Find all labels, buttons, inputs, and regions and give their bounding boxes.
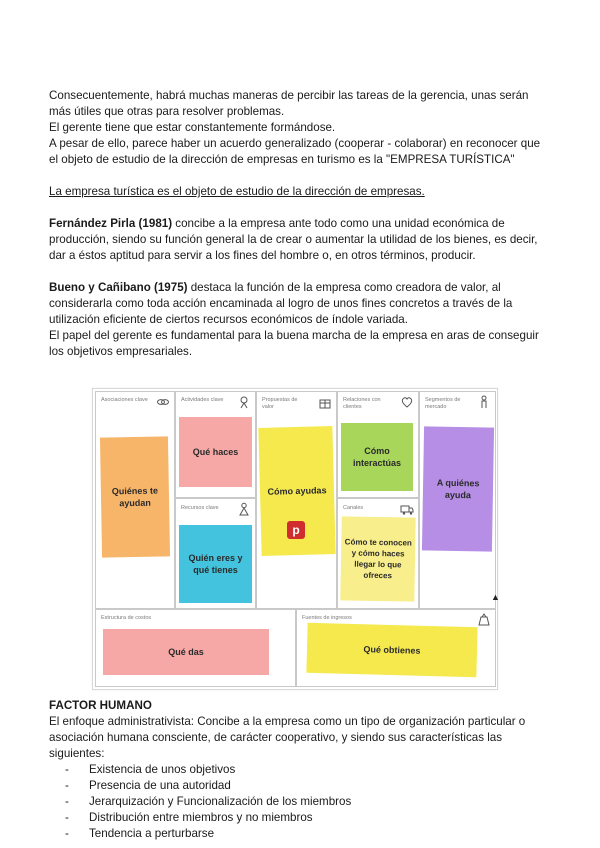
document-body — [49, 88, 549, 360]
label-relaciones: Relaciones con clientes — [343, 397, 381, 410]
note-como-ayudas: Cómo ayudas — [258, 426, 335, 556]
intro-paragraph-2: El gerente tiene que estar constantemente formándose. — [49, 121, 336, 134]
note-como-interactuas: Cómo interactúas — [341, 423, 413, 491]
note-que-haces: Qué haces — [179, 417, 252, 487]
note-como-te-conocen: Cómo te conocen y cómo haces llegar lo que ofreces — [340, 516, 415, 601]
list-item — [49, 762, 549, 778]
pinterest-save-button[interactable]: p — [287, 521, 305, 539]
label-recursos: Recursos clave — [181, 505, 219, 511]
list-dash: - — [65, 811, 69, 824]
business-model-canvas — [92, 388, 498, 690]
pirla-text: concibe a la empresa ante todo como una unidad económica de producción, siendo su función general la de crear o aumentar la utilidad de los bienes, es decir, dar a éstos aptitud para servir a los fines del hombre o, en otros términos, producir. — [49, 217, 538, 262]
list-item — [49, 826, 549, 842]
list-dash: - — [65, 795, 69, 808]
list-dash: - — [65, 779, 69, 792]
intro-paragraph-3: A pesar de ello, parece haber un acuerdo generalizado (cooperar - colaborar) en reconocer que el objeto de estudio de la dirección de empresas en turismo es la "EMPRESA TURÍSTICA" — [49, 137, 541, 166]
label-asociaciones: Asociaciones clave — [101, 397, 148, 403]
gerente-paragraph: El papel del gerente es fundamental para la buena marcha de la empresa en aras de conseguir los objetivos empresariales. — [49, 329, 539, 358]
person-icon — [477, 395, 491, 409]
gift-icon — [318, 395, 332, 409]
list-item-text: Jerarquización y Funcionalización de los miembros — [89, 795, 352, 808]
factor-paragraph: El enfoque administrativista: Concibe a la empresa como un tipo de organización particular o asociación humana consciente, de carácter cooperativo, y siendo sus características las siguientes: — [49, 715, 526, 760]
gear-hand-icon — [237, 395, 251, 409]
factor-list — [49, 762, 549, 842]
label-propuestas: Propuestas de valor — [262, 397, 298, 410]
money-bag-icon — [477, 613, 491, 627]
note-que-obtienes: Qué obtienes — [306, 623, 477, 677]
list-item — [49, 794, 549, 810]
section-heading-underlined: La empresa turística es el objeto de estudio de la dirección de empresas. — [49, 185, 425, 198]
bueno-author: Bueno y Cañibano (1975) — [49, 281, 188, 294]
chain-link-icon — [156, 395, 170, 409]
intro-paragraph-1: Consecuentemente, habrá muchas maneras de percibir las tareas de la gerencia, unas serán más útiles que otras para resolver problemas. — [49, 89, 529, 118]
note-quienes-te-ayudan: Quiénes te ayudan — [100, 436, 170, 557]
heart-icon — [400, 395, 414, 409]
label-segmentos: Segmentos de mercado — [425, 397, 461, 410]
factor-humano-section — [49, 698, 549, 842]
list-item — [49, 810, 549, 826]
list-item-text: Tendencia a perturbarse — [89, 827, 215, 840]
mouse-cursor-icon: ▲ — [491, 592, 500, 602]
bueno-paragraph — [49, 280, 549, 328]
worker-icon — [237, 502, 251, 516]
truck-icon — [400, 502, 414, 516]
label-actividades: Actividades clave — [181, 397, 224, 403]
pirla-paragraph — [49, 216, 549, 264]
label-canales: Canales — [343, 505, 364, 511]
list-item-text: Presencia de una autoridad — [89, 779, 231, 792]
list-item-text: Existencia de unos objetivos — [89, 763, 236, 776]
list-dash: - — [65, 827, 69, 840]
factor-heading: FACTOR HUMANO — [49, 699, 152, 712]
list-item-text: Distribución entre miembros y no miembros — [89, 811, 313, 824]
note-que-das: Qué das — [103, 629, 269, 675]
list-dash: - — [65, 763, 69, 776]
label-costos: Estructura de costos — [101, 615, 152, 621]
bueno-text: destaca la función de la empresa como creadora de valor, al considerarla como toda acción encaminada al logro de unos fines concretos a través de la utilización eficiente de ciertos recursos económicos de índole variada. — [49, 281, 513, 326]
note-a-quienes-ayuda: A quiénes ayuda — [422, 426, 494, 551]
list-item — [49, 778, 549, 794]
note-quien-eres: Quién eres y qué tienes — [179, 525, 252, 603]
pirla-author: Fernández Pirla (1981) — [49, 217, 173, 230]
label-ingresos: Fuentes de ingresos — [302, 615, 352, 621]
